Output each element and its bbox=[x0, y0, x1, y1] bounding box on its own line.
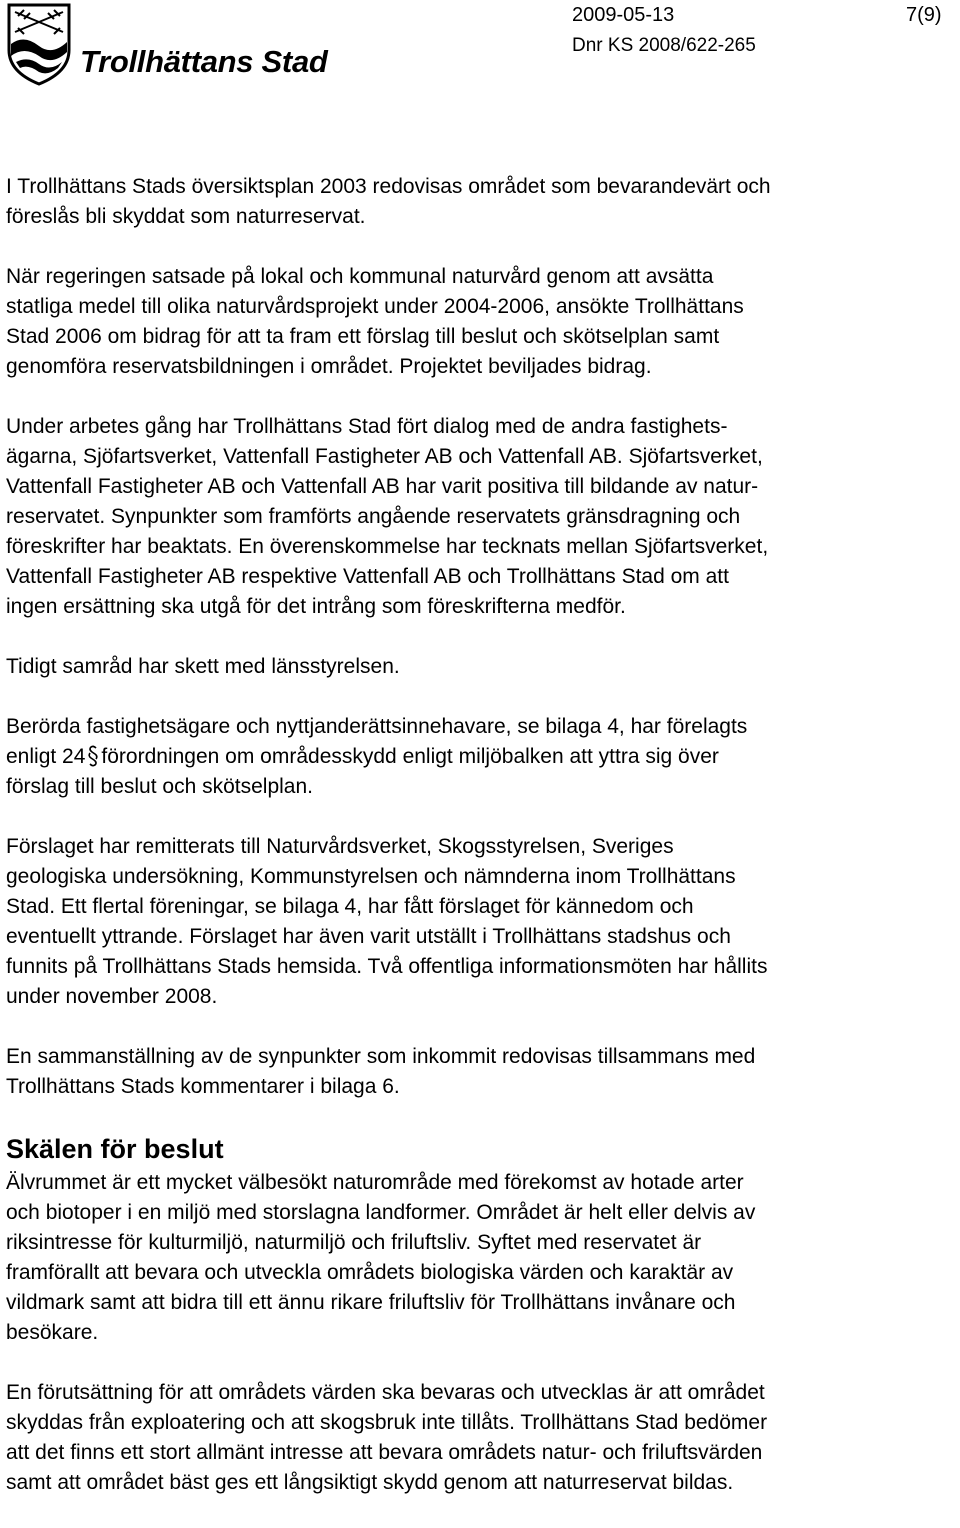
paragraph-property-owners bbox=[6, 712, 954, 802]
text-line: Trollhättans Stads kommentarer i bilaga 6. bbox=[6, 1075, 400, 1098]
paragraph-reasons bbox=[6, 1168, 954, 1348]
text-line: statliga medel till olika naturvårdsprojekt under 2004-2006, ansökte Trollhättans bbox=[6, 295, 744, 318]
paragraph-referral bbox=[6, 832, 954, 1012]
text-line: När regeringen satsade på lokal och kommunal naturvård genom att avsätta bbox=[6, 265, 714, 288]
paragraph-dialog bbox=[6, 412, 954, 622]
text-line: samt att området bäst ges ett långsiktigt skydd genom att naturreservat bildas. bbox=[6, 1471, 734, 1494]
text-line: framförallt att bevara och utveckla områdets biologiska värden och karaktär av bbox=[6, 1261, 734, 1284]
text-line: Vattenfall Fastigheter AB och Vattenfall AB har varit positiva till bildande av natur- bbox=[6, 475, 759, 498]
paragraph-funding bbox=[6, 262, 954, 382]
text-line: vildmark samt att bidra till ett ännu rikare friluftsliv för Trollhättans invånare och bbox=[6, 1291, 736, 1314]
text-line bbox=[6, 742, 954, 772]
document-body bbox=[6, 172, 954, 1528]
text-line: att det finns ett stort allmänt intresse att bevara områdets natur- och friluftsvärden bbox=[6, 1441, 763, 1464]
text-line: Älvrummet är ett mycket välbesökt naturområde med förekomst av hotade arter bbox=[6, 1171, 744, 1194]
section-heading: Skälen för beslut bbox=[6, 1134, 224, 1164]
paragraph-overview-plan bbox=[6, 172, 954, 232]
text-line: reservatet. Synpunkter som framförts angående reservatets gränsdragning och bbox=[6, 505, 741, 528]
document-date: 2009-05-13 bbox=[572, 4, 675, 26]
logo-wordmark: Trollhättans Stad bbox=[80, 44, 328, 79]
text-line: förslag till beslut och skötselplan. bbox=[6, 775, 313, 798]
text-line: Under arbetes gång har Trollhättans Stad fört dialog med de andra fastighets- bbox=[6, 415, 728, 438]
text-line: ägarna, Sjöfartsverket, Vattenfall Fastigheter AB och Vattenfall AB. Sjöfartsverket, bbox=[6, 445, 763, 468]
text-line: Vattenfall Fastigheter AB respektive Vattenfall AB och Trollhättans Stad om att bbox=[6, 565, 729, 588]
text-line: och biotoper i en miljö med storslagna landformer. Området är helt eller delvis av bbox=[6, 1201, 756, 1224]
text-line: funnits på Trollhättans Stads hemsida. Två offentliga informationsmöten har hållits bbox=[6, 955, 768, 978]
text-line: Förslaget har remitterats till Naturvårdsverket, Skogsstyrelsen, Sveriges bbox=[6, 835, 674, 858]
text-line: genomföra reservatsbildningen i området. Projektet beviljades bidrag. bbox=[6, 355, 652, 378]
text-line: geologiska undersökning, Kommunstyrelsen och nämnderna inom Trollhättans bbox=[6, 865, 736, 888]
coat-of-arms-icon bbox=[6, 2, 72, 86]
text-line: I Trollhättans Stads översiktsplan 2003 redovisas området som bevarandevärt och bbox=[6, 175, 771, 198]
text-segment: förordningen om områdesskydd enligt miljöbalken att yttra sig över bbox=[101, 745, 719, 768]
text-line: föreslås bli skyddat som naturreservat. bbox=[6, 205, 366, 228]
text-line: besökare. bbox=[6, 1321, 99, 1344]
page-header bbox=[0, 0, 960, 100]
text-line: Berörda fastighetsägare och nyttjanderättsinnehavare, se bilaga 4, har förelagts bbox=[6, 715, 748, 738]
section-sign-icon bbox=[87, 745, 99, 767]
text-line: eventuellt yttrande. Förslaget har även varit utställt i Trollhättans stadshus och bbox=[6, 925, 731, 948]
text-line: En sammanställning av de synpunkter som inkommit redovisas tillsammans med bbox=[6, 1045, 756, 1068]
text-line: Stad 2006 om bidrag för att ta fram ett förslag till beslut och skötselplan samt bbox=[6, 325, 720, 348]
document-reference: Dnr KS 2008/622-265 bbox=[572, 35, 756, 56]
paragraph-consultation bbox=[6, 652, 954, 682]
text-line: föreskrifter har beaktats. En överenskommelse har tecknats mellan Sjöfartsverket, bbox=[6, 535, 769, 558]
paragraph-compilation bbox=[6, 1042, 954, 1102]
text-line: under november 2008. bbox=[6, 985, 218, 1008]
text-line: Stad. Ett flertal föreningar, se bilaga 4, har fått förslaget för kännedom och bbox=[6, 895, 694, 918]
text-line: skyddas från exploatering och att skogsbruk inte tillåts. Trollhättans Stad bedömer bbox=[6, 1411, 768, 1434]
page-number: 7(9) bbox=[906, 4, 942, 26]
text-line: ingen ersättning ska utgå för det intrång som föreskrifterna medför. bbox=[6, 595, 626, 618]
text-line: Tidigt samråd har skett med länsstyrelsen. bbox=[6, 655, 400, 678]
text-line: riksintresse för kulturmiljö, naturmiljö och friluftsliv. Syftet med reservatet är bbox=[6, 1231, 702, 1254]
text-segment: enligt 24 bbox=[6, 745, 86, 768]
text-line: En förutsättning för att områdets värden ska bevaras och utvecklas är att området bbox=[6, 1381, 765, 1404]
paragraph-protection bbox=[6, 1378, 954, 1498]
